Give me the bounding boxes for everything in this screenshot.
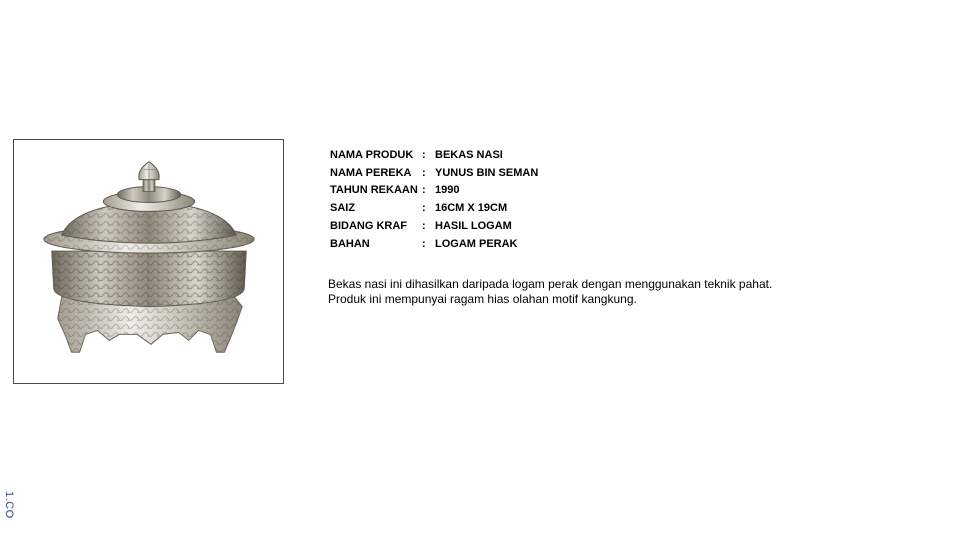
spec-value: LOGAM PERAK — [435, 237, 518, 250]
silver-rice-container-image — [14, 140, 283, 383]
spec-row-material — [330, 235, 538, 253]
spec-value: HASIL LOGAM — [435, 220, 512, 233]
spec-row-design-year — [330, 182, 538, 200]
spec-label: BIDANG KRAF — [330, 220, 407, 233]
spec-value: 16CM X 19CM — [435, 202, 508, 215]
spec-row-product-name — [330, 146, 538, 164]
description-line: Bekas nasi ini dihasilkan daripada logam perak dengan menggunakan teknik pahat. — [328, 277, 773, 291]
spec-label: NAMA PRODUK — [330, 148, 414, 161]
spec-row-craft-field — [330, 217, 538, 235]
side-mark: 1.CO — [3, 491, 15, 519]
spec-row-designer — [330, 164, 538, 182]
spec-separator: : — [422, 202, 426, 215]
product-photo — [13, 139, 284, 384]
spec-separator: : — [422, 220, 426, 233]
spec-separator: : — [422, 148, 426, 161]
spec-separator: : — [422, 237, 426, 250]
spec-label: SAIZ — [330, 202, 356, 215]
product-spec-table — [330, 146, 538, 253]
spec-separator: : — [422, 166, 426, 179]
spec-value: YUNUS BIN SEMAN — [435, 166, 539, 179]
spec-row-size — [330, 199, 538, 217]
spec-label: BAHAN — [330, 237, 370, 250]
product-description — [328, 277, 848, 307]
spec-value: BEKAS NASI — [435, 148, 503, 161]
spec-value: 1990 — [435, 184, 460, 197]
spec-separator: : — [422, 184, 426, 197]
description-line: Produk ini mempunyai ragam hias olahan motif kangkung. — [328, 292, 637, 306]
spec-label: NAMA PEREKA — [330, 166, 412, 179]
spec-label: TAHUN REKAAN — [330, 184, 418, 197]
